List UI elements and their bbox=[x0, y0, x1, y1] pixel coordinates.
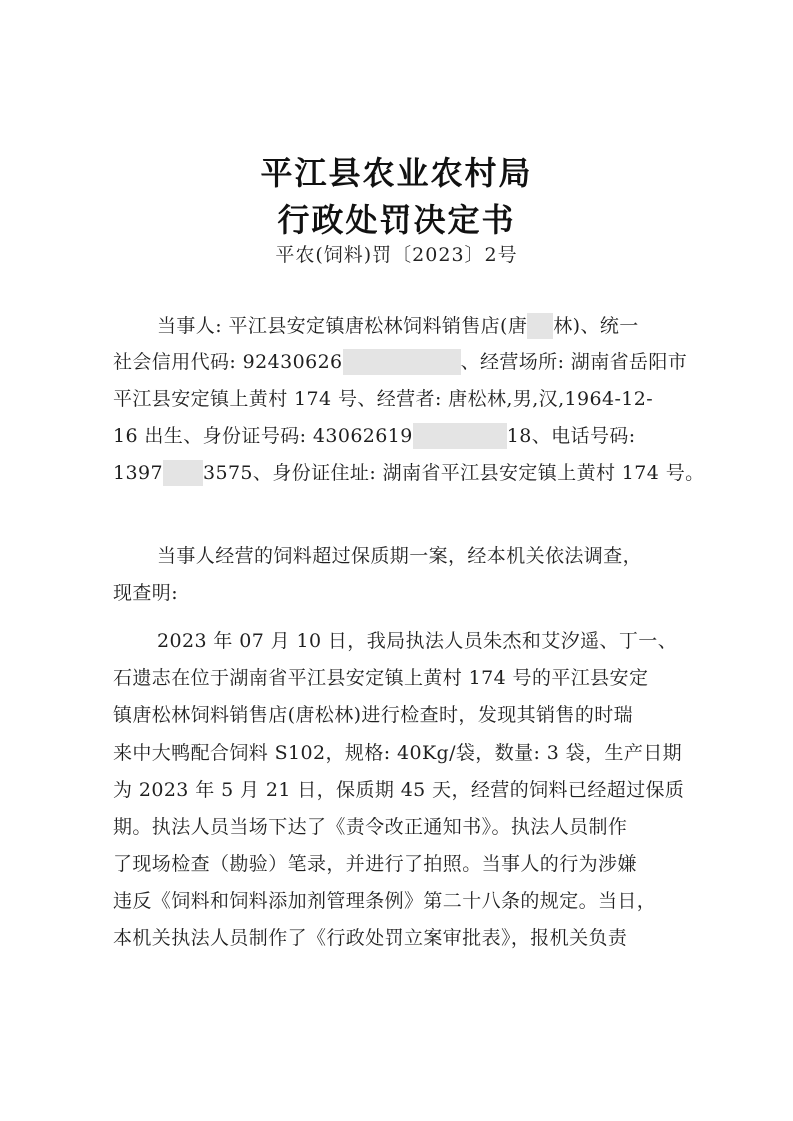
findings-line-7: 了现场检查（勘验）笔录，并进行了拍照。当事人的行为涉嫌 bbox=[113, 853, 637, 875]
findings-line-8: 违反《饲料和饲料添加剂管理条例》第二十八条的规定。当日， bbox=[113, 890, 657, 912]
issuing-authority-title: 平江县农业农村局 bbox=[260, 154, 533, 192]
case-intro-line-2: 现查明: bbox=[113, 582, 179, 604]
case-intro-line-1: 当事人经营的饲料超过保质期一案，经本机关依法调查， bbox=[157, 545, 643, 567]
findings-line-4: 来中大鸭配合饲料 S102，规格: 40Kg/袋，数量: 3 袋，生产日期 bbox=[113, 742, 683, 764]
party-line-4 bbox=[113, 423, 636, 449]
party-name-text: 当事人: 平江县安定镇唐松林饲料销售店(唐 bbox=[157, 315, 528, 337]
credit-code-text: 社会信用代码: 92430626 bbox=[113, 351, 343, 373]
redaction-block bbox=[163, 460, 203, 486]
findings-line-1: 2023 年 07 月 10 日，我局执法人员朱杰和艾汐遥、丁一、 bbox=[157, 630, 678, 652]
redaction-block bbox=[527, 313, 553, 339]
findings-line-5: 为 2023 年 5 月 21 日，保质期 45 天，经营的饲料已经超过保质 bbox=[113, 779, 685, 801]
business-address-text: 、经营场所: 湖南省岳阳市 bbox=[460, 351, 688, 373]
party-name-tail: 林)、统一 bbox=[553, 315, 639, 337]
phone-label-text: 18、电话号码: bbox=[506, 425, 636, 447]
findings-line-3: 镇唐松林饲料销售店(唐松林)进行检查时，发现其销售的时瑞 bbox=[113, 704, 634, 726]
id-number-text: 16 出生、身份证号码: 43062619 bbox=[113, 425, 413, 447]
findings-line-2: 石遗志在位于湖南省平江县安定镇上黄村 174 号的平江县安定 bbox=[113, 667, 649, 689]
party-line-1 bbox=[157, 313, 639, 339]
document-number: 平农(饲料)罚〔2023〕2号 bbox=[275, 244, 518, 266]
findings-line-6: 期。执法人员当场下达了《责令改正通知书》。执法人员制作 bbox=[113, 816, 628, 838]
document-type-title: 行政处罚决定书 bbox=[277, 201, 516, 239]
findings-line-9: 本机关执法人员制作了《行政处罚立案审批表》，报机关负责 bbox=[113, 927, 628, 949]
phone-prefix-text: 1397 bbox=[113, 462, 163, 484]
party-line-3: 平江县安定镇上黄村 174 号、经营者: 唐松林,男,汉,1964-12- bbox=[113, 388, 654, 410]
party-line-2 bbox=[113, 349, 687, 375]
id-address-text: 3575、身份证住址: 湖南省平江县安定镇上黄村 174 号。 bbox=[202, 462, 705, 484]
party-line-5 bbox=[113, 460, 705, 486]
redaction-block bbox=[343, 349, 461, 375]
redaction-block bbox=[413, 423, 507, 449]
